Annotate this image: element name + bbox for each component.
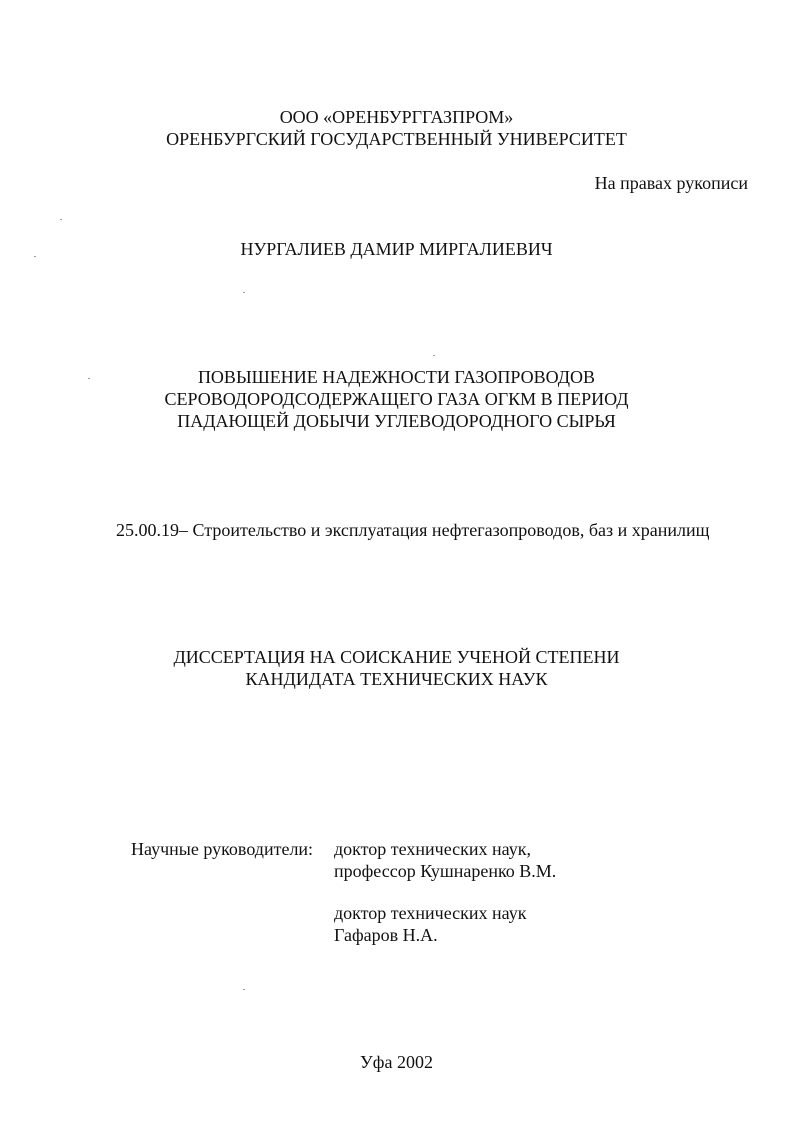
supervisors-label: Научные руководители: [131, 839, 314, 859]
supervisor-2-degree: доктор технических наук [334, 903, 527, 923]
supervisor-1-degree: доктор технических наук, [334, 839, 531, 859]
title-line-1: ПОВЫШЕНИЕ НАДЕЖНОСТИ ГАЗОПРОВОДОВ [197, 367, 596, 387]
supervisor-1-name: профессор Кушнаренко В.М. [334, 861, 557, 881]
degree-line-1: ДИССЕРТАЦИЯ НА СОИСКАНИЕ УЧЕНОЙ СТЕПЕНИ [173, 647, 620, 667]
title-line-3: ПАДАЮЩЕЙ ДОБЫЧИ УГЛЕВОДОРОДНОГО СЫРЬЯ [177, 411, 616, 431]
rights-note: На правах рукописи [594, 173, 748, 193]
university-line: ОРЕНБУРГСКИЙ ГОСУДАРСТВЕННЫЙ УНИВЕРСИТЕТ [166, 129, 627, 149]
specialty-line: 25.00.19– Строительство и эксплуатация нефтегазопроводов, баз и хранилищ [116, 520, 710, 540]
scan-speck [243, 989, 245, 990]
scan-speck [88, 378, 90, 379]
scan-speck [243, 292, 245, 293]
supervisor-2-name: Гафаров Н.А. [334, 925, 438, 945]
author-name: НУРГАЛИЕВ ДАМИР МИРГАЛИЕВИЧ [240, 239, 553, 259]
organization-line: ООО «ОРЕНБУРГГАЗПРОМ» [279, 107, 514, 127]
scan-speck [34, 256, 36, 257]
scan-speck [60, 219, 62, 220]
scan-speck [433, 355, 435, 356]
degree-line-2: КАНДИДАТА ТЕХНИЧЕСКИХ НАУК [245, 669, 548, 689]
title-line-2: СЕРОВОДОРОДСОДЕРЖАЩЕГО ГАЗА ОГКМ В ПЕРИОД [164, 389, 629, 409]
city-year: Уфа 2002 [360, 1052, 433, 1072]
